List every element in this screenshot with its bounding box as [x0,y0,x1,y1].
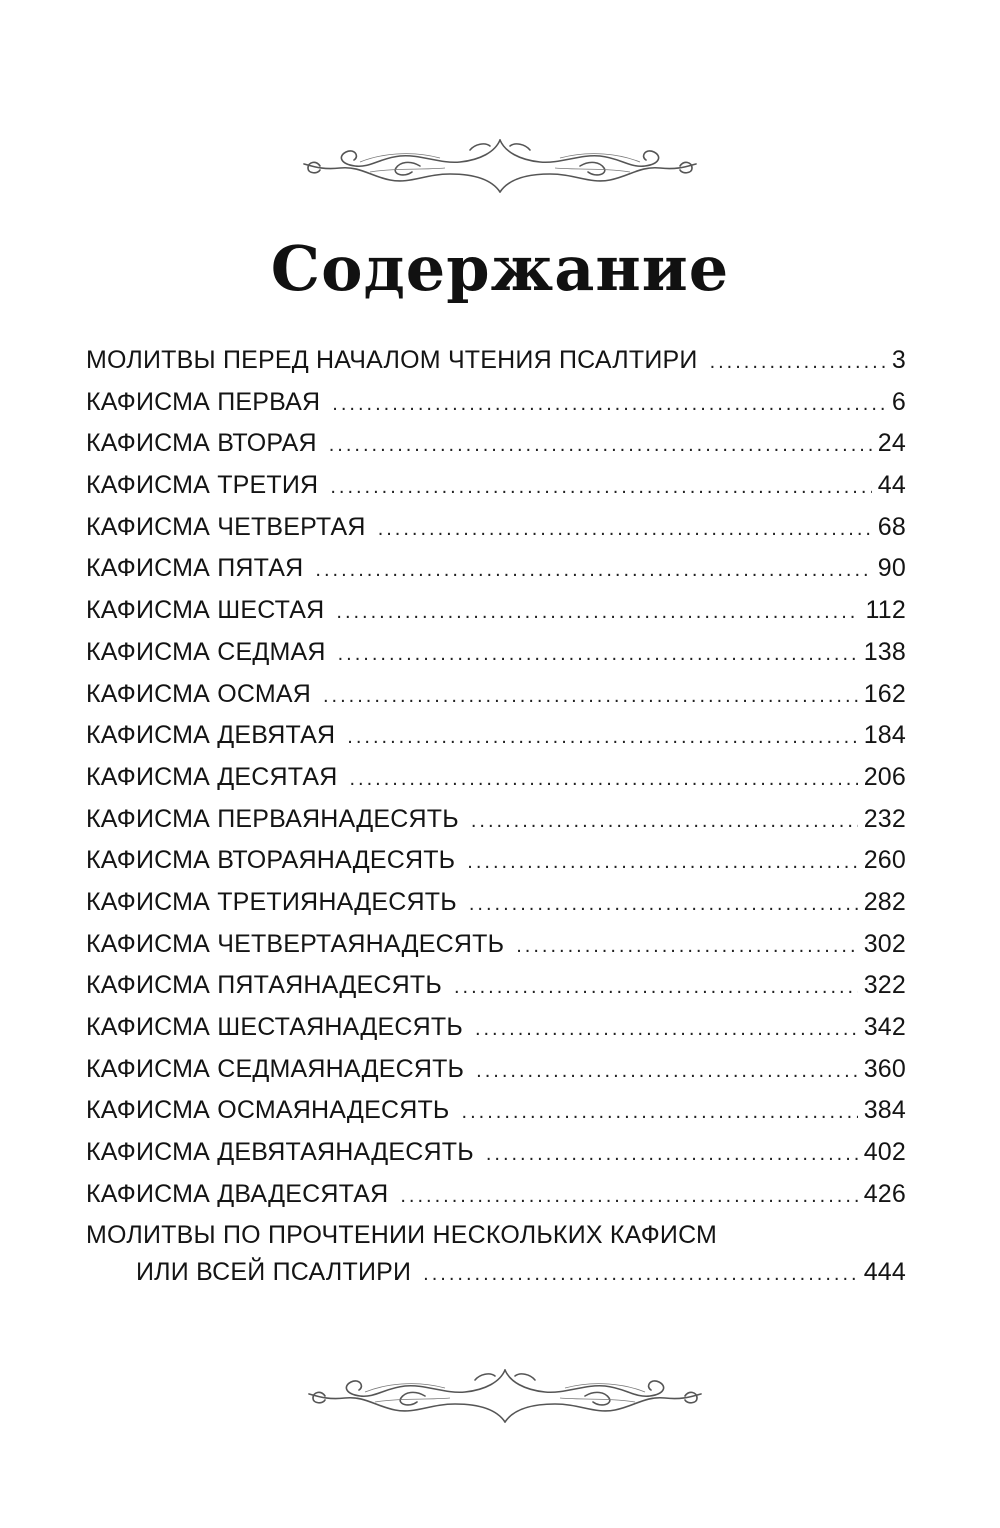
toc-entry[interactable] [86,1096,906,1138]
toc-entry-label: КАФИСМА ШЕСТАЯ [86,596,325,625]
toc-entry-page: 3 [891,346,906,374]
toc-entry-label: КАФИСМА ПЕРВАЯНАДЕСЯТЬ [86,804,459,833]
toc-entry-page: 90 [877,554,906,583]
toc-entry-page: 112 [865,596,906,625]
toc-entry-label: КАФИСМА ВТОРАЯ [86,429,317,458]
dot-leader [710,351,886,374]
toc-entry-label: КАФИСМА ПЯТАЯНАДЕСЯТЬ [86,971,442,1000]
toc-entry-label: КАФИСМА ОСМАЯ [86,679,311,708]
toc-entry-page: 6 [891,387,906,416]
toc-entry-label: КАФИСМА ЧЕТВЕРТАЯ [86,512,366,541]
toc-entry[interactable] [86,680,906,722]
toc-entry[interactable] [86,1055,906,1097]
toc-entry-label: КАФИСМА ВТОРАЯНАДЕСЯТЬ [86,846,456,875]
dot-leader [516,935,857,958]
dot-leader [315,559,871,582]
dot-leader [400,1185,857,1208]
toc-entry-label: КАФИСМА ДЕВЯТАЯНАДЕСЯТЬ [86,1138,474,1167]
toc-entry[interactable] [86,846,906,888]
toc-entry[interactable] [86,429,906,471]
toc-entry-label: КАФИСМА СЕДМАЯНАДЕСЯТЬ [86,1054,465,1083]
dot-leader [469,893,858,916]
dot-leader [323,685,858,708]
dot-leader [330,476,871,499]
toc-entry-label: МОЛИТВЫ ПО ПРОЧТЕНИИ НЕСКОЛЬКИХ КАФИСМ [86,1221,718,1250]
toc-entry[interactable] [86,1013,906,1055]
toc-entry-label: КАФИСМА ПЕРВАЯ [86,387,321,416]
toc-entry-page: 184 [863,721,906,750]
toc-entry[interactable] [86,388,906,430]
toc-entry-label: МОЛИТВЫ ПЕРЕД НАЧАЛОМ ЧТЕНИЯ ПСАЛТИРИ [86,346,698,374]
toc-entry-label: КАФИСМА ТРЕТИЯ [86,471,319,500]
toc-entry[interactable] [86,513,906,555]
toc-entry-page: 44 [877,471,906,500]
toc-entry-page: 138 [863,637,906,666]
toc-entry-page: 402 [863,1138,906,1167]
toc-entry-label: КАФИСМА ТРЕТИЯНАДЕСЯТЬ [86,887,457,916]
toc-entry-page: 68 [877,512,906,541]
toc-entry-label: КАФИСМА ШЕСТАЯНАДЕСЯТЬ [86,1013,463,1041]
dot-leader [486,1143,858,1166]
toc-entry-label: КАФИСМА ЧЕТВЕРТАЯНАДЕСЯТЬ [86,929,505,958]
page-title: Содержание [270,232,730,305]
toc-entry[interactable] [86,888,906,930]
dot-leader [350,768,858,791]
dot-leader [347,726,857,749]
ornament-top-flourish [300,132,700,202]
toc-entry-label: КАФИСМА ДЕВЯТАЯ [86,721,336,750]
toc-entry-label-continued: ИЛИ ВСЕЙ ПСАЛТИРИ [136,1258,412,1287]
toc-entry-label: КАФИСМА ПЯТАЯ [86,554,304,583]
toc-entry-page: 426 [863,1179,906,1208]
dot-leader [471,810,858,833]
dot-leader [475,1018,858,1041]
ornament-bottom-flourish [305,1362,705,1432]
flourish-icon [305,1362,705,1432]
toc-entry-label: КАФИСМА СЕДМАЯ [86,637,326,666]
dot-leader [454,976,858,999]
toc-entry[interactable] [86,971,906,1013]
toc-entry-final[interactable] [86,1221,906,1298]
toc-entry-page: 342 [863,1013,906,1041]
toc-entry-label: КАФИСМА ОСМАЯНАДЕСЯТЬ [86,1096,450,1125]
toc-entry-page: 384 [863,1096,906,1125]
dot-leader [467,851,857,874]
toc-entry[interactable] [86,596,906,638]
toc-entry-page: 24 [877,429,906,458]
dot-leader [338,643,858,666]
toc-entry-label: КАФИСМА ДВАДЕСЯТАЯ [86,1179,389,1208]
dot-leader [336,601,859,624]
toc-entry[interactable] [86,346,906,388]
toc-entry[interactable] [86,554,906,596]
toc-entry[interactable] [86,721,906,763]
toc-entry-page: 302 [863,929,906,958]
toc-entry[interactable] [86,805,906,847]
toc-entry-page: 444 [863,1258,906,1287]
dot-leader [332,393,886,416]
toc-entry[interactable] [86,930,906,972]
toc-entry-page: 322 [863,971,906,1000]
flourish-icon [300,132,700,202]
table-of-contents [86,346,906,1298]
dot-leader [476,1060,858,1083]
toc-entry[interactable] [86,1138,906,1180]
toc-entry-page: 282 [863,887,906,916]
toc-entry[interactable] [86,638,906,680]
toc-entry-page: 360 [863,1054,906,1083]
dot-leader [462,1101,858,1124]
toc-entry-page: 232 [863,804,906,833]
toc-entry-page: 162 [863,679,906,708]
toc-entry-label: КАФИСМА ДЕСЯТАЯ [86,762,338,791]
dot-leader [423,1263,858,1286]
dot-leader [378,518,872,541]
toc-entry[interactable] [86,763,906,805]
dot-leader [329,434,872,457]
toc-entry[interactable] [86,471,906,513]
toc-entry-page: 260 [863,846,906,875]
toc-entry[interactable] [86,1180,906,1222]
toc-entry-page: 206 [863,762,906,791]
